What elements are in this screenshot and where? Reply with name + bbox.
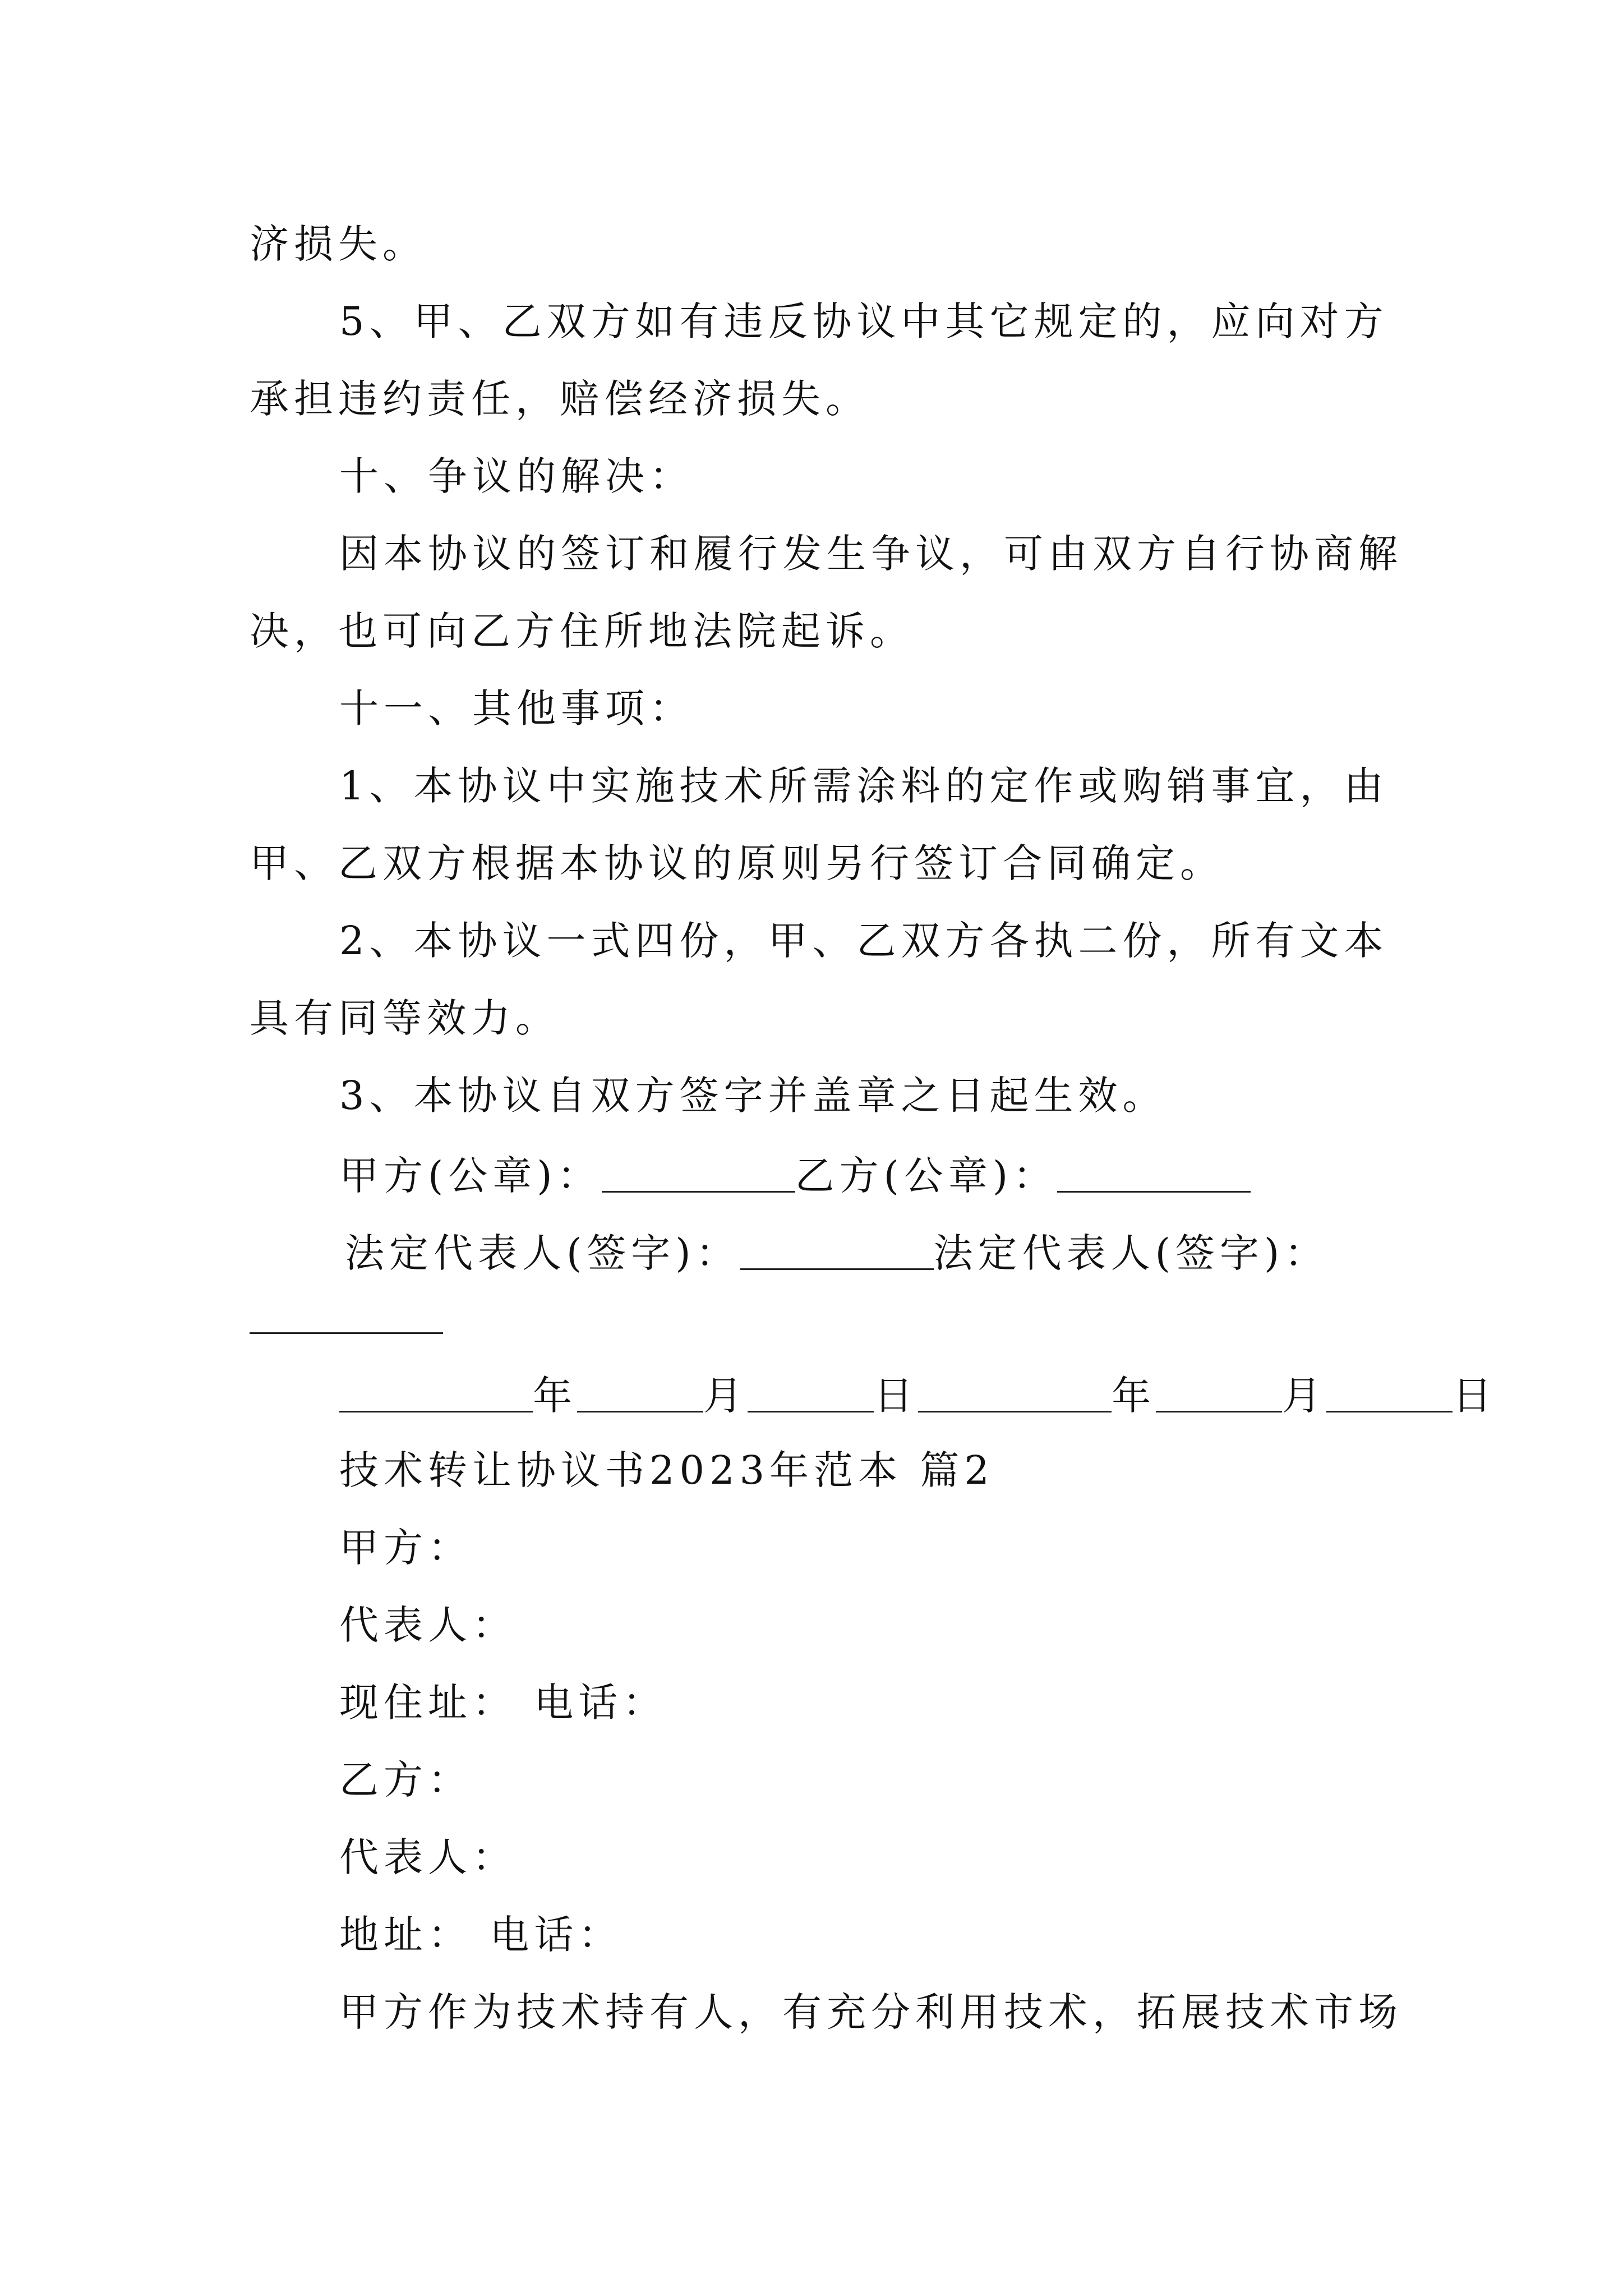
paragraph-line: 2、本协议一式四份，甲、乙双方各执二份，所有文本	[339, 918, 1389, 964]
paragraph-line: 因本协议的签订和履行发生争议，可由双方自行协商解	[339, 531, 1403, 577]
month-label: 月	[703, 1372, 748, 1419]
address-a-line: 现住址： 电话：	[339, 1680, 667, 1726]
rep-b-sign-label: 法定代表人(签字)：	[933, 1230, 1329, 1276]
paragraph-line: 承担违约责任，赔偿经济损失。	[250, 376, 870, 422]
section-title: 技术转让协议书2023年范本 篇2	[339, 1447, 994, 1493]
year-label: 年	[1112, 1372, 1156, 1419]
date-b-month-blank[interactable]	[1156, 1373, 1282, 1412]
party-b-seal-label: 乙方(公章)：	[795, 1152, 1058, 1199]
party-a-label: 甲方：	[339, 1525, 472, 1571]
paragraph-line: 3、本协议自双方签字并盖章之日起生效。	[339, 1073, 1167, 1119]
seal-line	[339, 1152, 1251, 1199]
address-b-line: 地址： 电话：	[339, 1912, 623, 1958]
party-b-label: 乙方：	[339, 1757, 472, 1803]
paragraph-line: 5、甲、乙双方如有违反协议中其它规定的，应向对方	[339, 298, 1389, 344]
rep-a-sign-blank[interactable]	[740, 1231, 934, 1270]
rep-a-sign-label: 法定代表人(签字)：	[345, 1230, 740, 1276]
rep-a-label: 代表人：	[339, 1602, 517, 1648]
date-a-year-blank[interactable]	[339, 1373, 533, 1412]
year-label: 年	[533, 1372, 577, 1419]
day-label: 日	[874, 1372, 918, 1419]
date-b-year-blank[interactable]	[918, 1373, 1112, 1412]
rep-b-label: 代表人：	[339, 1834, 517, 1880]
date-line	[339, 1372, 1497, 1419]
day-label: 日	[1453, 1372, 1497, 1419]
party-b-seal-blank[interactable]	[1057, 1153, 1251, 1193]
rep-b-sign-blank[interactable]	[250, 1332, 443, 1334]
paragraph-line: 1、本协议中实施技术所需涂料的定作或购销事宜，由	[339, 763, 1389, 809]
paragraph-line: 具有同等效力。	[250, 995, 560, 1041]
date-a-month-blank[interactable]	[577, 1373, 703, 1412]
signature-line	[345, 1230, 1329, 1276]
paragraph-line: 济损失。	[250, 221, 427, 267]
paragraph-line: 甲、乙双方根据本协议的原则另行签订合同确定。	[250, 840, 1224, 886]
date-a-day-blank[interactable]	[748, 1373, 874, 1412]
intro-paragraph-line: 甲方作为技术持有人，有充分利用技术，拓展技术市场	[339, 1989, 1403, 2035]
party-a-seal-label: 甲方(公章)：	[339, 1152, 602, 1199]
month-label: 月	[1282, 1372, 1326, 1419]
paragraph-line: 决，也可向乙方住所地法院起诉。	[250, 608, 914, 654]
party-a-seal-blank[interactable]	[602, 1153, 795, 1193]
section-heading: 十一、其他事项：	[339, 685, 694, 731]
section-heading: 十、争议的解决：	[339, 453, 694, 499]
date-b-day-blank[interactable]	[1326, 1373, 1453, 1412]
